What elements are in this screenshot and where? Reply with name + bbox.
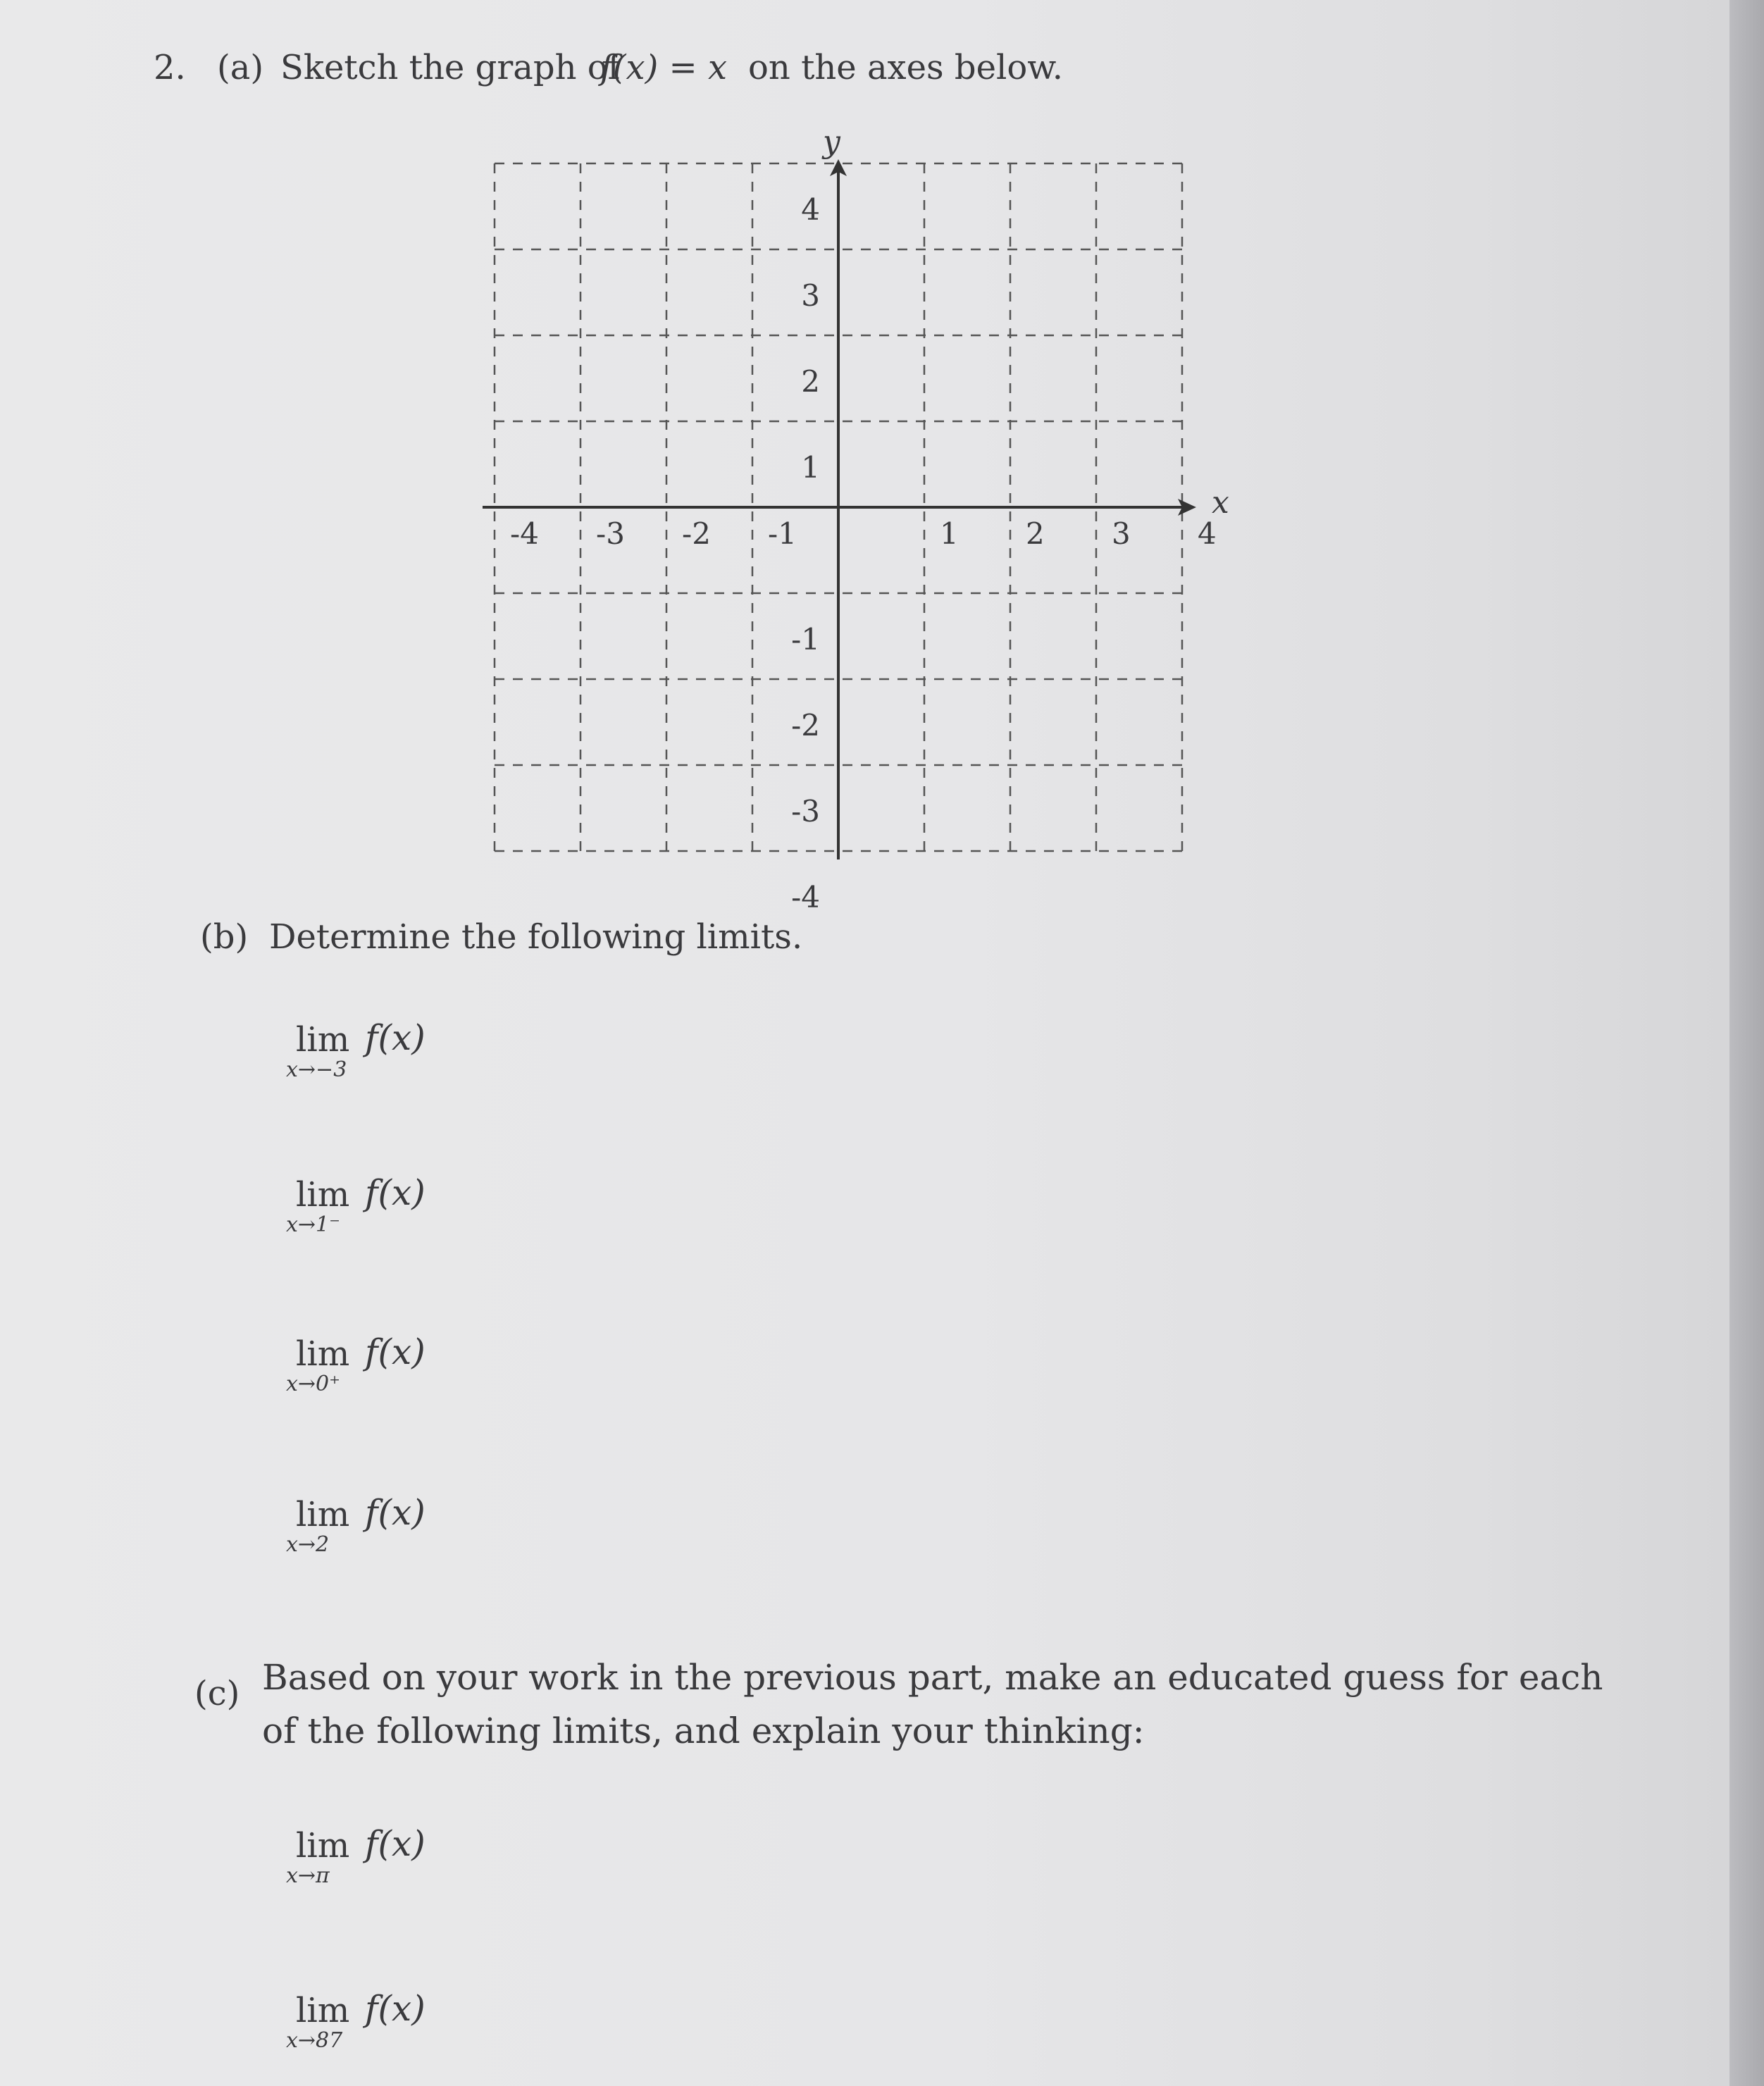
coordinate-grid[interactable] [451, 113, 1254, 914]
limit-expression [286, 1331, 469, 1415]
limit-expression [286, 1017, 469, 1100]
lim-subscript: x→0⁺ [286, 1372, 340, 1396]
y-tick-label: 4 [801, 192, 820, 227]
part-a-label: (a) [217, 48, 264, 87]
part-a-function: f(x) = x [600, 48, 728, 87]
x-tick-label: -4 [510, 516, 539, 551]
lim-subscript: x→−3 [286, 1057, 347, 1082]
x-tick-label: 4 [1198, 516, 1217, 551]
lim-function: f(x) [365, 1017, 426, 1058]
lim-word: lim [296, 1826, 350, 1865]
y-tick-label: 2 [801, 364, 820, 399]
y-tick-label: -4 [791, 880, 820, 914]
lim-word: lim [296, 1334, 350, 1374]
lim-function: f(x) [365, 1172, 426, 1213]
y-tick-label: 1 [801, 450, 820, 485]
lim-word: lim [296, 1020, 350, 1060]
lim-function: f(x) [365, 1331, 426, 1372]
part-b-text: Determine the following limits. [269, 917, 803, 957]
part-a-text: Sketch the graph of [280, 48, 621, 87]
part-c-line1: Based on your work in the previous part, make an educated guess for each [262, 1657, 1603, 1698]
y-tick-label: -1 [791, 622, 820, 657]
x-tick-label: 1 [940, 516, 959, 551]
x-tick-label: 2 [1026, 516, 1045, 551]
y-axis-label: y [823, 124, 840, 160]
x-tick-label: -3 [596, 516, 625, 551]
limit-expression [286, 1823, 469, 1906]
x-tick-label: 3 [1112, 516, 1131, 551]
y-tick-label: -2 [791, 708, 820, 743]
page-edge-shadow [1729, 0, 1764, 2086]
y-tick-label: -3 [791, 794, 820, 828]
lim-word: lim [296, 1175, 350, 1215]
lim-subscript: x→87 [286, 2028, 343, 2053]
lim-word: lim [296, 1991, 350, 2030]
lim-function: f(x) [365, 1988, 426, 2029]
limit-expression [286, 1492, 469, 1575]
lim-subscript: x→1⁻ [286, 1212, 340, 1237]
x-tick-label: -1 [768, 516, 797, 551]
lim-word: lim [296, 1495, 350, 1534]
x-axis-label: x [1212, 485, 1229, 521]
part-b-label: (b) [200, 917, 249, 957]
limit-expression [286, 1988, 469, 2071]
part-a-text-after: on the axes below. [748, 48, 1063, 87]
problem-number: 2. [154, 48, 186, 87]
lim-function: f(x) [365, 1492, 426, 1533]
part-c-line2: of the following limits, and explain your thinking: [262, 1711, 1145, 1751]
x-tick-label: -2 [682, 516, 711, 551]
limit-expression [286, 1172, 469, 1255]
lim-subscript: x→π [286, 1863, 330, 1888]
lim-subscript: x→2 [286, 1532, 330, 1557]
part-c-label: (c) [194, 1674, 240, 1713]
y-tick-label: 3 [801, 278, 820, 313]
lim-function: f(x) [365, 1823, 426, 1864]
